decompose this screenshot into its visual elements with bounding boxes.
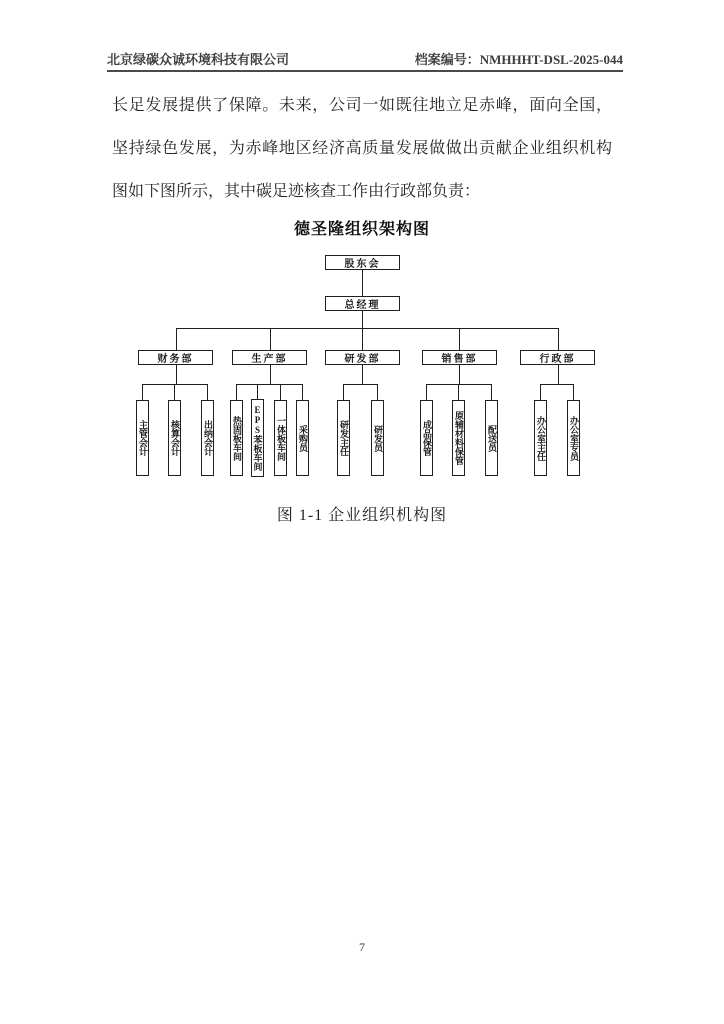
org-chart-title: 德圣隆组织架构图 <box>293 221 430 238</box>
connector-line <box>377 384 378 400</box>
org-node-production-dept: 生产部 <box>232 350 307 365</box>
connector-line <box>426 384 427 400</box>
org-node-leaf: 配送员 <box>485 400 498 476</box>
connector-line <box>362 365 363 384</box>
connector-line <box>176 328 177 350</box>
org-node-admin-dept: 行政部 <box>520 350 595 365</box>
org-node-sales-dept: 销售部 <box>422 350 497 365</box>
org-node-general-manager: 总经理 <box>325 296 400 311</box>
page-number: 7 <box>359 940 365 954</box>
org-node-leaf: 办公室主任 <box>534 400 547 476</box>
connector-line <box>343 384 344 400</box>
connector-line <box>573 384 574 400</box>
org-node-leaf: 办公室专员 <box>567 400 580 476</box>
org-node-rnd-dept: 研发部 <box>325 350 400 365</box>
org-node-leaf: EPS苯板车间 <box>251 399 264 477</box>
page-header <box>107 49 623 72</box>
connector-line <box>176 328 558 329</box>
connector-line <box>362 311 363 328</box>
connector-line <box>540 384 573 385</box>
connector-line <box>174 384 175 400</box>
doc-number-label: 档案编号： <box>414 52 480 67</box>
connector-line <box>236 384 302 385</box>
org-node-leaf: 主管会计 <box>136 400 149 476</box>
paragraph-line: 坚持绿色发展，为赤峰地区经济高质量发展做做出贡献企业组织机构 <box>112 140 612 157</box>
connector-line <box>270 328 271 350</box>
connector-line <box>270 365 271 384</box>
org-node-leaf: 核算会计 <box>168 400 181 476</box>
connector-line <box>459 328 460 350</box>
header-doc-number <box>415 49 623 68</box>
org-node-leaf: 成品保管 <box>420 400 433 476</box>
connector-line <box>540 384 541 400</box>
org-node-finance-dept: 财务部 <box>138 350 213 365</box>
connector-line <box>459 365 460 384</box>
org-node-leaf: 一体板车间 <box>274 400 287 476</box>
connector-line <box>362 328 363 350</box>
org-node-leaf: 出纳会计 <box>201 400 214 476</box>
org-node-shareholders: 股东会 <box>325 255 400 270</box>
org-node-leaf: 热固板车间 <box>230 400 243 476</box>
paragraph-line: 长足发展提供了保障。未来，公司一如既往地立足赤峰，面向全国， <box>112 97 612 114</box>
org-node-leaf: 采购员 <box>296 400 309 476</box>
org-node-leaf: 原辅材料保管 <box>452 400 465 476</box>
connector-line <box>142 384 143 400</box>
connector-line <box>207 384 208 400</box>
document-body-text <box>112 84 612 213</box>
connector-line <box>280 384 281 400</box>
connector-line <box>176 365 177 384</box>
connector-line <box>558 328 559 350</box>
connector-line <box>343 384 377 385</box>
figure-caption: 图 1-1 企业组织机构图 <box>276 507 448 524</box>
doc-number-value: NMHHHT-DSL-2025-044 <box>479 52 623 67</box>
org-node-leaf: 研发主任 <box>337 400 350 476</box>
header-company-name: 北京绿碳众诚环境科技有限公司 <box>107 52 290 67</box>
connector-line <box>302 384 303 400</box>
connector-line <box>491 384 492 400</box>
connector-line <box>236 384 237 400</box>
connector-line <box>257 384 258 399</box>
connector-line <box>458 384 459 400</box>
connector-line <box>362 270 363 296</box>
org-node-leaf: 研发员 <box>371 400 384 476</box>
paragraph-line: 图如下图所示，其中碳足迹核查工作由行政部负责： <box>112 183 481 200</box>
connector-line <box>558 365 559 384</box>
